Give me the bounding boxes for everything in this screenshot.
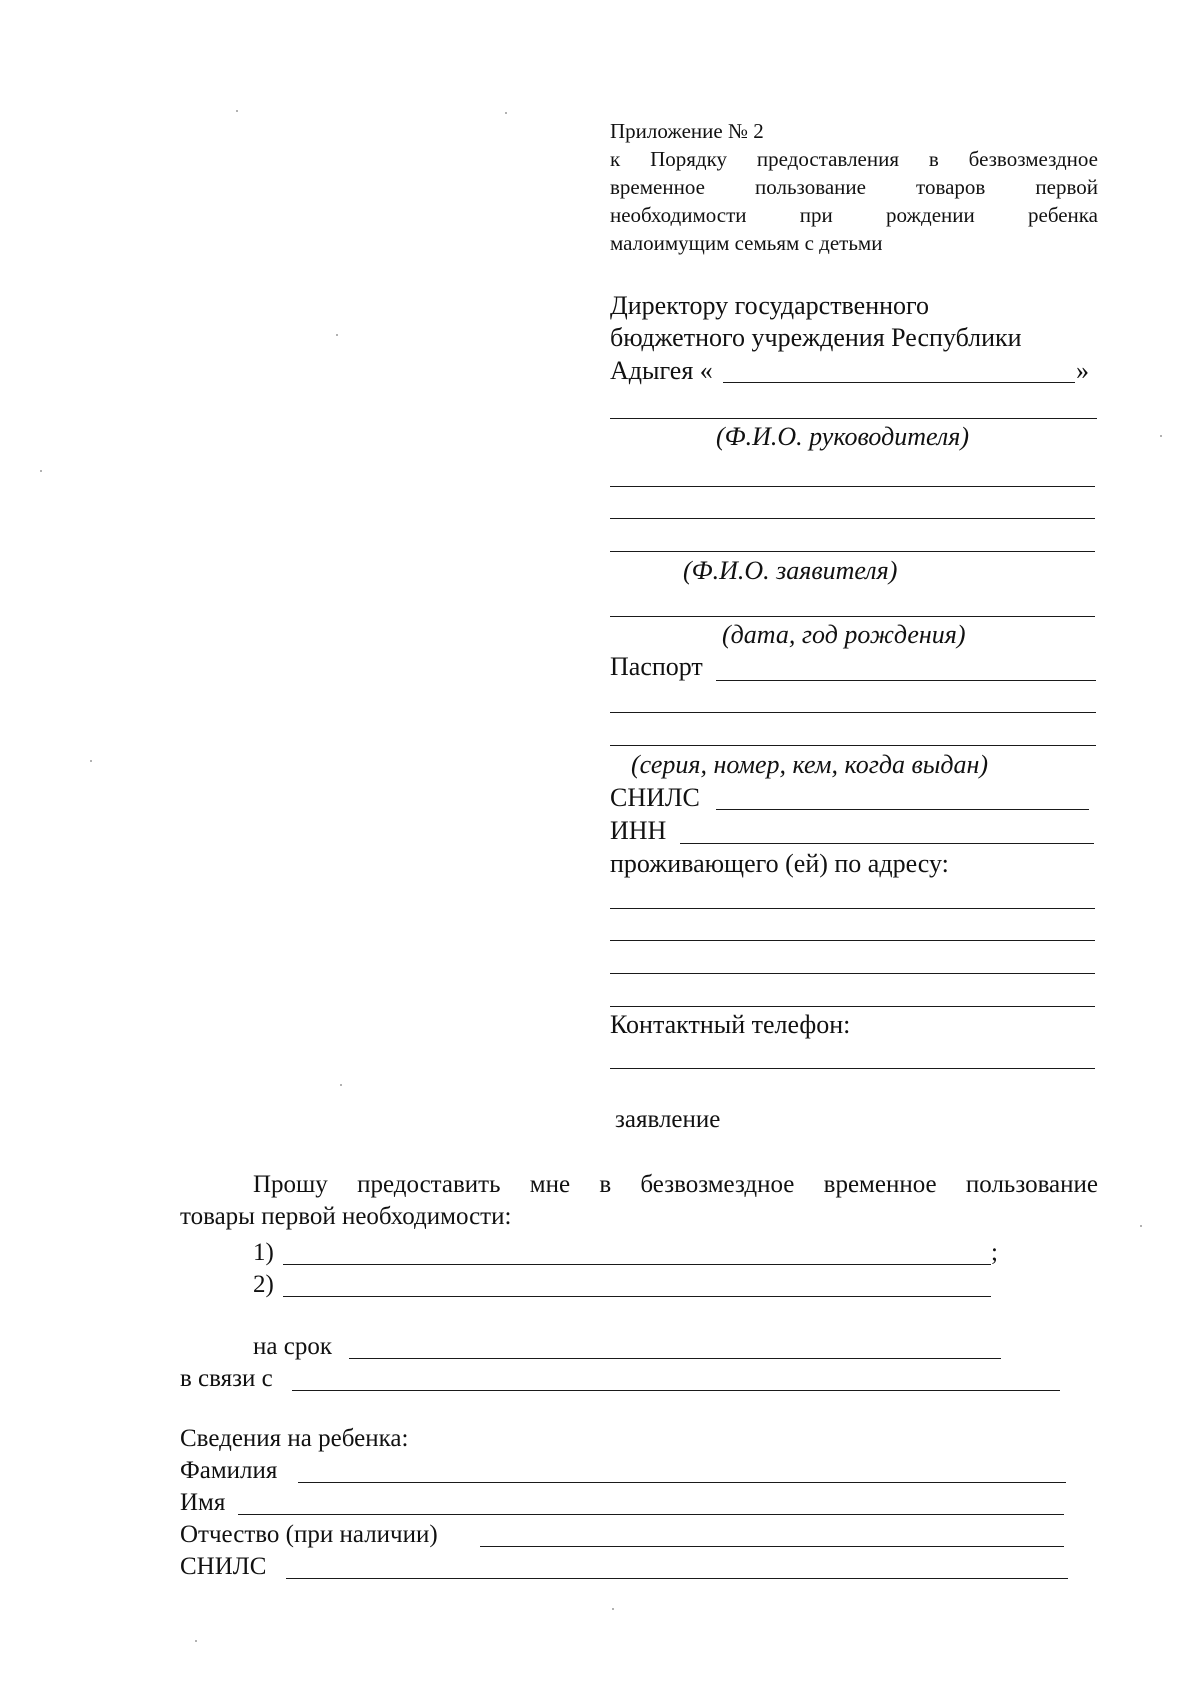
address-field-2[interactable] (610, 940, 1095, 941)
birth-date-field[interactable] (610, 616, 1095, 617)
applicant-name-field-3[interactable] (610, 551, 1095, 552)
reason-field[interactable] (292, 1390, 1060, 1391)
request-text-line-1: Прошу предоставить мне в безвозмездное временное пользование (253, 1171, 1098, 1198)
inn-label: ИНН (610, 816, 667, 845)
child-info-heading: Сведения на ребенка: (180, 1425, 409, 1452)
addressee-line-3-suffix: » (1076, 356, 1089, 385)
snils-label: СНИЛС (610, 783, 700, 812)
phone-label: Контактный телефон: (610, 1010, 851, 1039)
request-text-line-2: товары первой необходимости: (180, 1203, 512, 1230)
birth-date-caption: (дата, год рождения) (722, 620, 966, 649)
scan-speck (1140, 1225, 1142, 1227)
scan-speck (195, 1640, 197, 1642)
child-surname-label: Фамилия (180, 1457, 278, 1484)
passport-field-3[interactable] (610, 745, 1096, 746)
head-name-caption: (Ф.И.О. руководителя) (716, 422, 969, 451)
applicant-name-caption: (Ф.И.О. заявителя) (683, 556, 898, 585)
phone-field[interactable] (610, 1068, 1095, 1069)
child-name-label: Имя (180, 1489, 226, 1516)
child-snils-field[interactable] (286, 1578, 1068, 1579)
head-name-field[interactable] (610, 418, 1097, 419)
appendix-text-line-2: временное пользование товаров первой (610, 175, 1098, 199)
child-patronymic-field[interactable] (480, 1546, 1064, 1547)
addressee-line-1: Директору государственного (610, 291, 930, 320)
item-2-number: 2) (253, 1271, 274, 1298)
passport-caption: (серия, номер, кем, когда выдан) (631, 750, 989, 779)
applicant-name-field-2[interactable] (610, 518, 1095, 519)
term-field[interactable] (349, 1358, 1001, 1359)
addressee-line-3-prefix: Адыгея « (610, 356, 713, 385)
institution-name-field[interactable] (723, 382, 1075, 383)
passport-field-1[interactable] (716, 680, 1096, 681)
appendix-text-line-4: малоимущим семьям с детьми (610, 231, 883, 255)
scan-speck (505, 112, 507, 114)
address-label: проживающего (ей) по адресу: (610, 849, 949, 878)
address-field-4[interactable] (610, 1006, 1095, 1007)
statement-title: заявление (615, 1106, 721, 1133)
term-label: на срок (253, 1333, 332, 1360)
child-surname-field[interactable] (298, 1482, 1066, 1483)
child-snils-label: СНИЛС (180, 1553, 267, 1580)
scan-speck (612, 1608, 614, 1610)
child-patronymic-label: Отчество (при наличии) (180, 1521, 438, 1548)
item-1-terminator: ; (991, 1239, 998, 1266)
snils-field[interactable] (716, 809, 1089, 810)
child-name-field[interactable] (238, 1514, 1064, 1515)
scan-speck (1160, 435, 1162, 437)
reason-label: в связи с (180, 1365, 273, 1392)
appendix-text-line-3: необходимости при рождении ребенка (610, 203, 1098, 227)
applicant-name-field-1[interactable] (610, 486, 1095, 487)
item-1-number: 1) (253, 1239, 274, 1266)
inn-field[interactable] (680, 843, 1094, 844)
address-field-1[interactable] (610, 908, 1095, 909)
passport-label: Паспорт (610, 652, 703, 681)
scan-speck (90, 760, 92, 762)
appendix-text-line-1: к Порядку предоставления в безвозмездное (610, 147, 1098, 171)
appendix-title: Приложение № 2 (610, 119, 764, 143)
item-2-field[interactable] (283, 1296, 991, 1297)
address-field-3[interactable] (610, 973, 1095, 974)
passport-field-2[interactable] (610, 712, 1096, 713)
scan-speck (236, 110, 238, 112)
item-1-field[interactable] (283, 1264, 991, 1265)
scan-speck (336, 334, 338, 336)
scan-speck (40, 470, 42, 472)
scan-speck (340, 1084, 342, 1086)
addressee-line-2: бюджетного учреждения Республики (610, 323, 1022, 352)
